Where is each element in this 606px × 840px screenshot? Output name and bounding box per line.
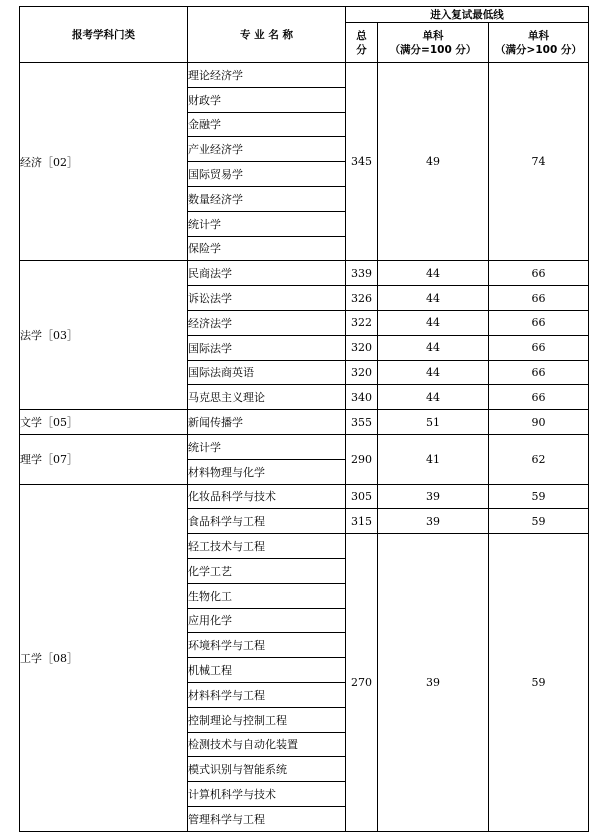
single-100-score-cell: 51 bbox=[378, 410, 489, 435]
table-row bbox=[20, 484, 589, 509]
total-score-cell: 270 bbox=[346, 534, 378, 832]
major-name-cell: 管理科学与工程 bbox=[188, 806, 346, 831]
header-total-line1: 总 bbox=[356, 29, 367, 42]
total-score-cell: 355 bbox=[346, 410, 378, 435]
major-name-cell: 马克思主义理论 bbox=[188, 385, 346, 410]
major-name-cell: 民商法学 bbox=[188, 261, 346, 286]
major-name-cell: 数量经济学 bbox=[188, 186, 346, 211]
major-name-cell: 理论经济学 bbox=[188, 63, 346, 88]
single-100-score-cell: 44 bbox=[378, 385, 489, 410]
single-over-100-score-cell: 90 bbox=[489, 410, 589, 435]
single-100-score-cell: 44 bbox=[378, 310, 489, 335]
major-name-cell: 材料物理与化学 bbox=[188, 459, 346, 484]
header-single-100-line1: 单科 bbox=[422, 29, 444, 42]
table-body bbox=[20, 63, 589, 832]
single-over-100-score-cell: 66 bbox=[489, 360, 589, 385]
total-score-cell: 326 bbox=[346, 286, 378, 311]
single-over-100-score-cell: 66 bbox=[489, 286, 589, 311]
table-row bbox=[20, 434, 589, 459]
major-name-cell: 国际法商英语 bbox=[188, 360, 346, 385]
major-name-cell: 经济法学 bbox=[188, 310, 346, 335]
single-100-score-cell: 41 bbox=[378, 434, 489, 484]
single-over-100-score-cell: 66 bbox=[489, 385, 589, 410]
single-100-score-cell: 49 bbox=[378, 63, 489, 261]
category-cell: 工学［08］ bbox=[20, 484, 188, 831]
category-cell: 理学［07］ bbox=[20, 434, 188, 484]
major-name-cell: 控制理论与控制工程 bbox=[188, 707, 346, 732]
total-score-cell: 290 bbox=[346, 434, 378, 484]
major-name-cell: 化学工艺 bbox=[188, 558, 346, 583]
major-name-cell: 化妆品科学与技术 bbox=[188, 484, 346, 509]
single-over-100-score-cell: 62 bbox=[489, 434, 589, 484]
retest-score-table bbox=[19, 6, 589, 832]
header-major: 专 业 名 称 bbox=[188, 7, 346, 63]
major-name-cell: 诉讼法学 bbox=[188, 286, 346, 311]
total-score-cell: 320 bbox=[346, 335, 378, 360]
major-name-cell: 产业经济学 bbox=[188, 137, 346, 162]
single-100-score-cell: 44 bbox=[378, 360, 489, 385]
category-cell: 文学［05］ bbox=[20, 410, 188, 435]
single-100-score-cell: 44 bbox=[378, 286, 489, 311]
major-name-cell: 保险学 bbox=[188, 236, 346, 261]
header-total-line2: 分 bbox=[356, 43, 367, 56]
header-single-over-100-line1: 单科 bbox=[528, 29, 549, 42]
major-name-cell: 国际贸易学 bbox=[188, 162, 346, 187]
single-over-100-score-cell: 74 bbox=[489, 63, 589, 261]
header-single-over-100 bbox=[489, 23, 589, 63]
single-over-100-score-cell: 66 bbox=[489, 310, 589, 335]
single-100-score-cell: 44 bbox=[378, 335, 489, 360]
single-over-100-score-cell: 59 bbox=[489, 509, 589, 534]
header-single-100-line2: （满分=100 分） bbox=[389, 43, 477, 56]
total-score-cell: 322 bbox=[346, 310, 378, 335]
table-row bbox=[20, 63, 589, 88]
major-name-cell: 材料科学与工程 bbox=[188, 682, 346, 707]
major-name-cell: 国际法学 bbox=[188, 335, 346, 360]
total-score-cell: 315 bbox=[346, 509, 378, 534]
major-name-cell: 金融学 bbox=[188, 112, 346, 137]
table-row bbox=[20, 410, 589, 435]
major-name-cell: 新闻传播学 bbox=[188, 410, 346, 435]
table-row bbox=[20, 261, 589, 286]
total-score-cell: 339 bbox=[346, 261, 378, 286]
major-name-cell: 统计学 bbox=[188, 434, 346, 459]
header-single-over-100-line2: （满分>100 分） bbox=[495, 43, 582, 56]
category-cell: 法学［03］ bbox=[20, 261, 188, 410]
header-single-100 bbox=[378, 23, 489, 63]
single-100-score-cell: 39 bbox=[378, 509, 489, 534]
major-name-cell: 计算机科学与技术 bbox=[188, 782, 346, 807]
category-cell: 经济［02］ bbox=[20, 63, 188, 261]
header-threshold-group: 进入复试最低线 bbox=[346, 7, 589, 23]
total-score-cell: 345 bbox=[346, 63, 378, 261]
single-100-score-cell: 44 bbox=[378, 261, 489, 286]
header-total bbox=[346, 23, 378, 63]
major-name-cell: 生物化工 bbox=[188, 583, 346, 608]
single-over-100-score-cell: 66 bbox=[489, 261, 589, 286]
single-100-score-cell: 39 bbox=[378, 534, 489, 832]
total-score-cell: 305 bbox=[346, 484, 378, 509]
major-name-cell: 检测技术与自动化装置 bbox=[188, 732, 346, 757]
header-category: 报考学科门类 bbox=[20, 7, 188, 63]
single-over-100-score-cell: 59 bbox=[489, 484, 589, 509]
single-100-score-cell: 39 bbox=[378, 484, 489, 509]
single-over-100-score-cell: 59 bbox=[489, 534, 589, 832]
major-name-cell: 统计学 bbox=[188, 211, 346, 236]
total-score-cell: 340 bbox=[346, 385, 378, 410]
major-name-cell: 机械工程 bbox=[188, 658, 346, 683]
major-name-cell: 应用化学 bbox=[188, 608, 346, 633]
major-name-cell: 财政学 bbox=[188, 87, 346, 112]
major-name-cell: 轻工技术与工程 bbox=[188, 534, 346, 559]
total-score-cell: 320 bbox=[346, 360, 378, 385]
major-name-cell: 模式识别与智能系统 bbox=[188, 757, 346, 782]
major-name-cell: 环境科学与工程 bbox=[188, 633, 346, 658]
major-name-cell: 食品科学与工程 bbox=[188, 509, 346, 534]
single-over-100-score-cell: 66 bbox=[489, 335, 589, 360]
